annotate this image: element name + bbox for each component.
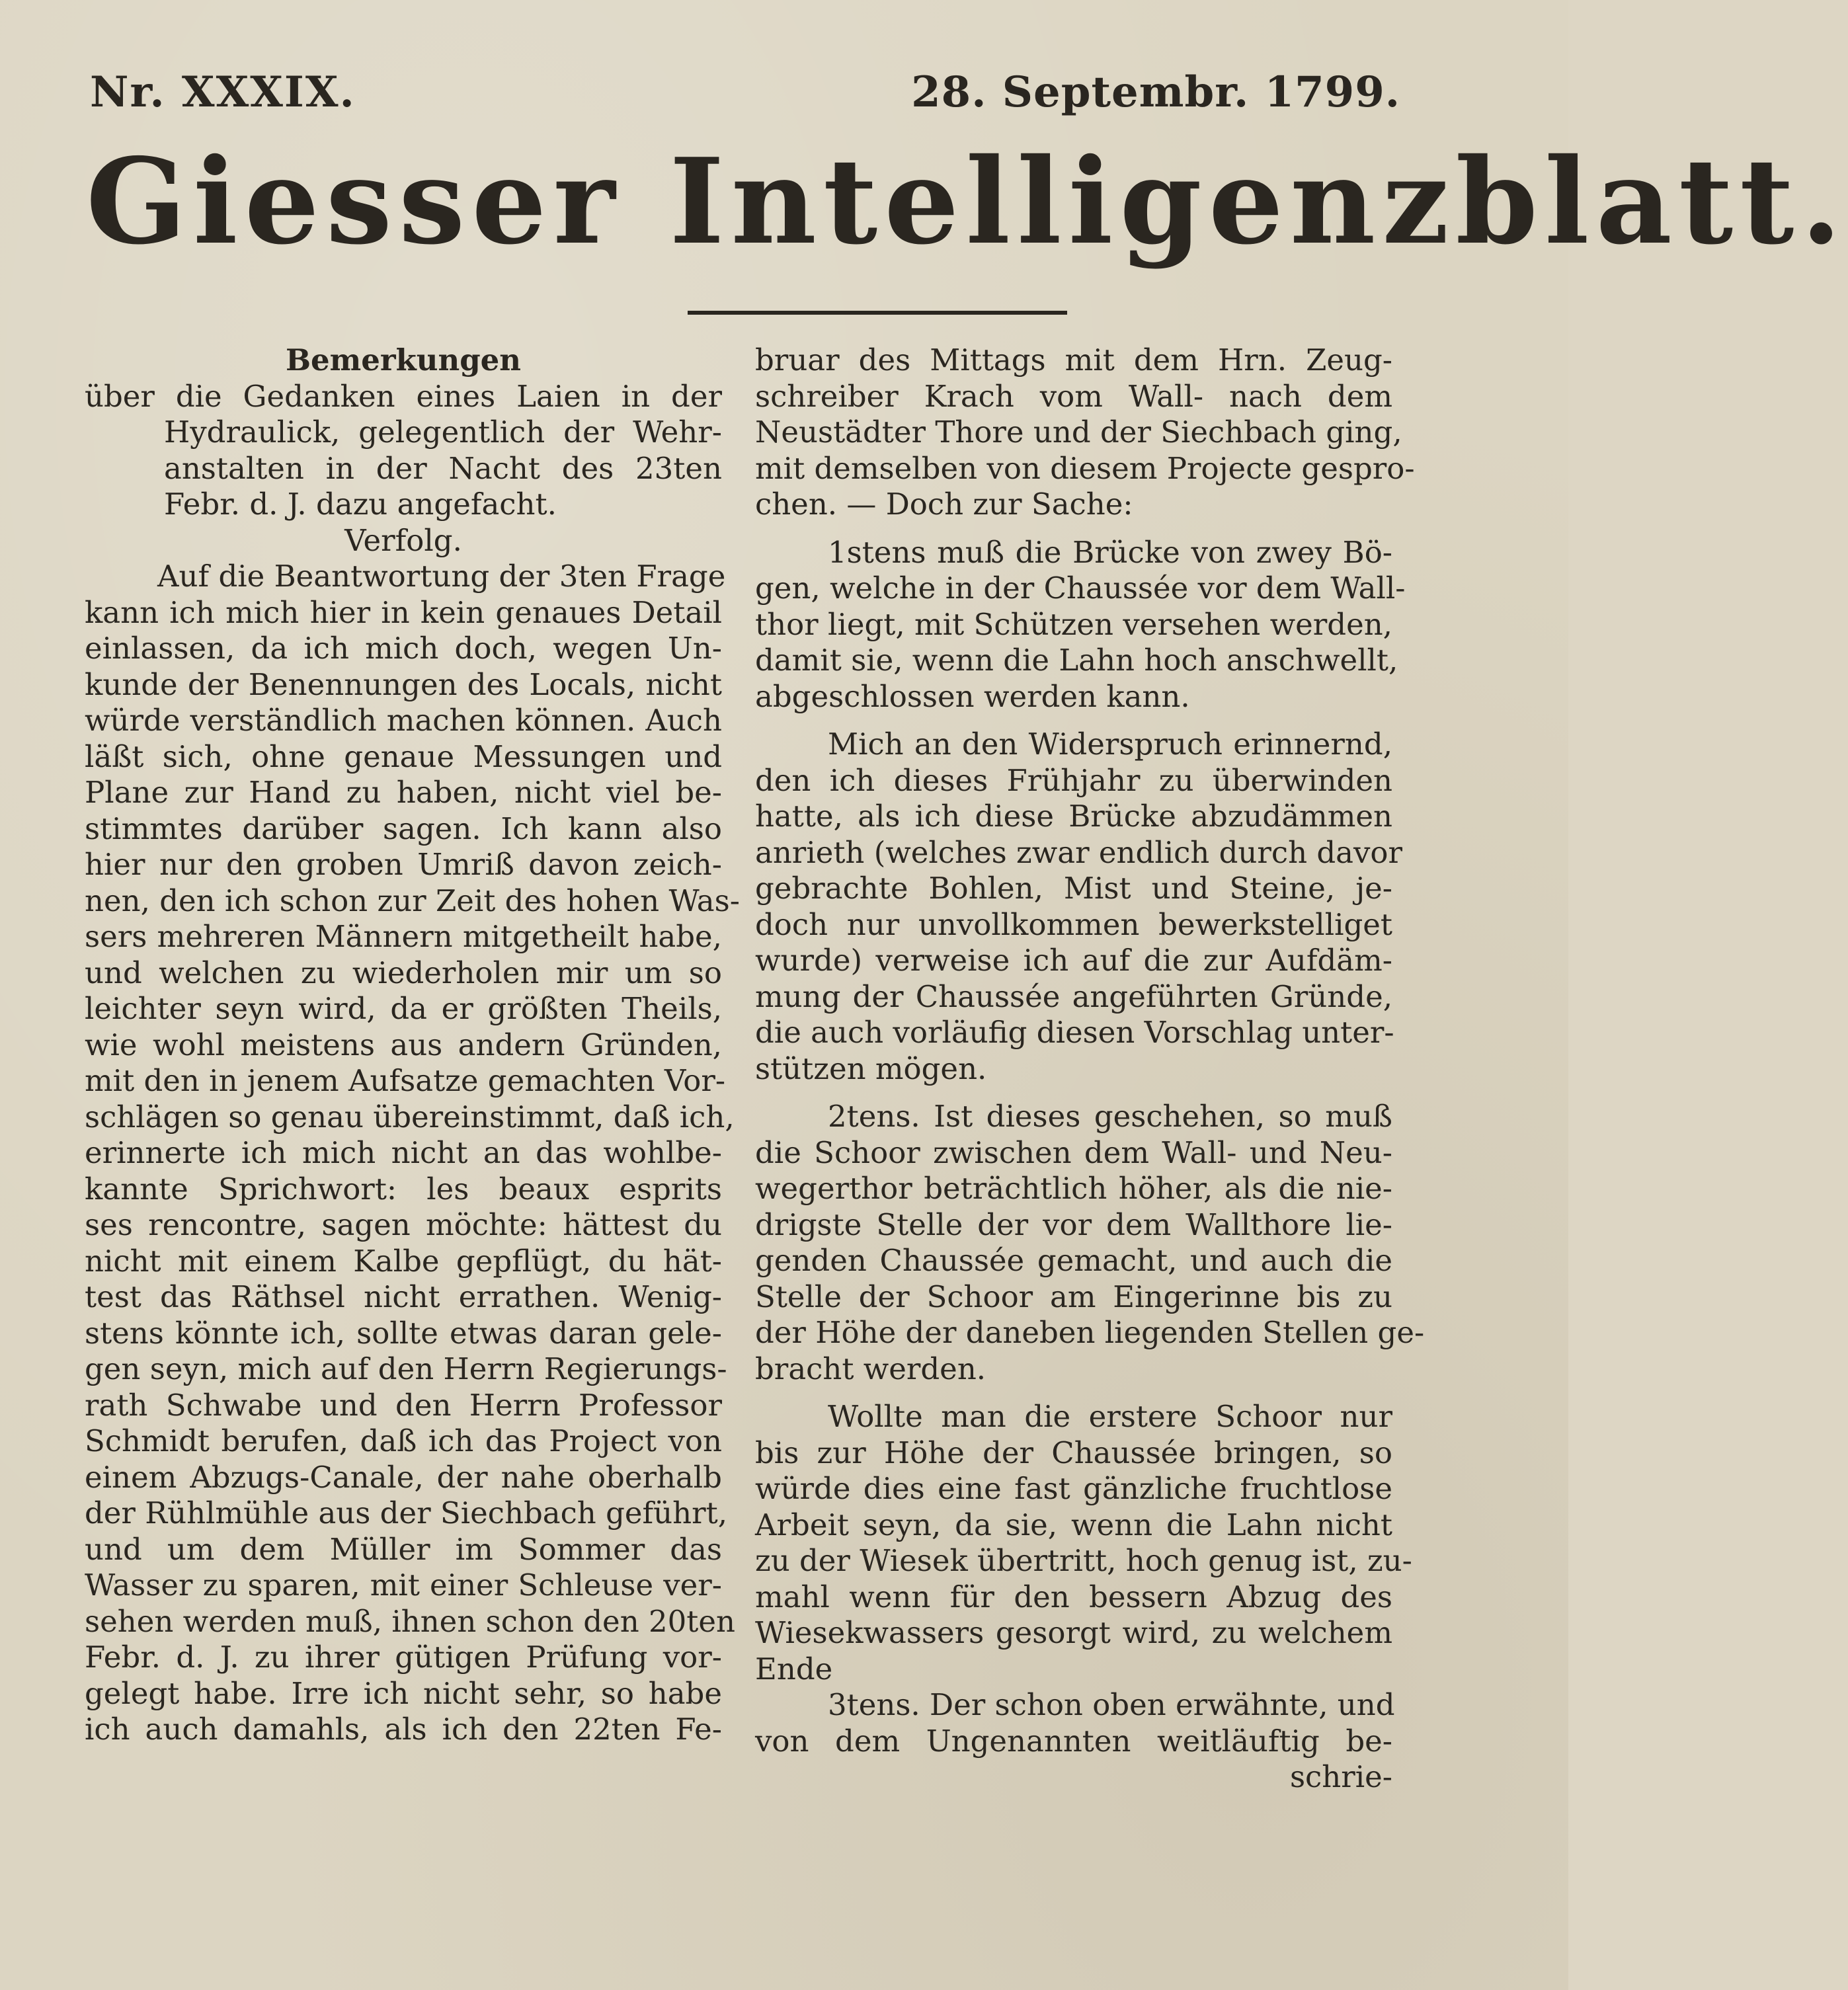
text-line: schlägen so genau übereinstimmt, daß ich, <box>85 1099 735 1134</box>
text-line: Plane zur Hand zu haben, nicht viel be- <box>85 775 722 810</box>
text-line: Auf die Beantwortung der 3ten Frage <box>157 559 726 594</box>
issue-date: 28. Septembr. 1799. <box>911 67 1400 117</box>
text-line: gen, welche in der Chaussée vor dem Wall- <box>755 571 1406 606</box>
text-line: von dem Ungenannten weitläuftig be- <box>755 1723 1392 1759</box>
text-line: Mich an den Widerspruch erinnernd, <box>828 727 1392 762</box>
text-line: wie wohl meistens aus andern Gründen, <box>85 1027 722 1062</box>
left-body-text <box>85 559 740 1748</box>
text-line: 2tens. Ist dieses geschehen, so muß <box>828 1099 1392 1134</box>
text-line: Wollte man die erstere Schoor nur <box>828 1399 1392 1434</box>
text-line: gebrachte Bohlen, Mist und Steine, je- <box>755 871 1392 906</box>
subtitle-line: Hydraulick, gelegentlich der Wehr- <box>164 415 722 450</box>
text-line: die auch vorläufig diesen Vorschlag unter- <box>755 1015 1394 1050</box>
text-line: würde dies eine fast gänzliche fruchtlose <box>755 1471 1392 1506</box>
catchword: schrie- <box>1289 1759 1392 1794</box>
masthead-rule <box>688 311 1067 315</box>
text-line: Ende <box>755 1651 833 1687</box>
text-line: mung der Chaussée angeführten Gründe, <box>755 978 1392 1014</box>
subtitle-line: Febr. d. J. dazu angefacht. <box>164 487 557 522</box>
paragraph-second-point <box>755 1099 1425 1387</box>
text-line: Wasser zu sparen, mit einer Schleuse ver- <box>85 1568 722 1603</box>
text-line: anrieth (welches zwar endlich durch davor <box>755 834 1403 870</box>
text-line: stimmtes darüber sagen. Ich kann also <box>85 811 722 846</box>
text-line: damit sie, wenn die Lahn hoch anschwellt, <box>755 643 1398 678</box>
text-line: bruar des Mittags mit dem Hrn. Zeug- <box>755 342 1392 378</box>
text-line: kann ich mich hier in kein genaues Detail <box>85 594 722 630</box>
continuation-heading: Verfolg. <box>344 522 462 558</box>
text-line: kunde der Benennungen des Locals, nicht <box>85 666 722 702</box>
text-line: 3tens. Der schon oben erwähnte, und <box>828 1687 1395 1722</box>
text-line: gelegt habe. Irre ich nicht sehr, so habe <box>85 1675 722 1711</box>
text-line: 1stens muß die Brücke von zwey Bö- <box>828 534 1392 570</box>
article-subtitle <box>85 379 722 523</box>
text-line: mit demselben von diesem Projecte gespro- <box>755 450 1415 486</box>
text-line: nen, den ich schon zur Zeit des hohen Was- <box>85 883 740 918</box>
text-line: chen. — Doch zur Sache: <box>755 487 1133 522</box>
right-column <box>755 342 1425 1796</box>
masthead-title: Giesser Intelligenzblatt. <box>86 132 1848 270</box>
text-line: Neustädter Thore und der Siechbach ging, <box>755 415 1402 450</box>
text-line: die Schoor zwischen dem Wall- und Neu- <box>755 1134 1392 1170</box>
text-line: der Rühlmühle aus der Siechbach geführt, <box>85 1495 728 1531</box>
text-line: leichter seyn wird, da er größten Theils, <box>85 991 722 1026</box>
text-line: Arbeit seyn, da sie, wenn die Lahn nicht <box>755 1507 1392 1542</box>
text-line: rath Schwabe und den Herrn Professor <box>85 1387 722 1423</box>
text-line: Febr. d. J. zu ihrer gütigen Prüfung vor- <box>85 1640 722 1675</box>
text-line: test das Räthsel nicht errathen. Wenig- <box>85 1279 722 1314</box>
text-line: stens könnte ich, sollte etwas daran gele- <box>85 1315 722 1351</box>
text-line: ses rencontre, sagen möchte: hättest du <box>85 1207 722 1242</box>
text-line: und um dem Müller im Sommer das <box>85 1531 722 1567</box>
text-line: kannte Sprichwort: les beaux esprits <box>85 1171 722 1207</box>
text-line: thor liegt, mit Schützen versehen werden, <box>755 606 1392 642</box>
text-line: einem Abzugs-Canale, der nahe oberhalb <box>85 1459 722 1495</box>
text-line: würde verständlich machen können. Auch <box>85 703 722 738</box>
text-line: gen seyn, mich auf den Herrn Regierungs- <box>85 1351 727 1386</box>
right-intro-text <box>755 342 1415 523</box>
text-line: bis zur Höhe der Chaussée bringen, so <box>755 1435 1392 1470</box>
paragraph-third-point <box>755 1687 1395 1759</box>
text-line: wegerthor beträchtlich höher, als die nie- <box>755 1171 1392 1206</box>
text-line: hatte, als ich diese Brücke abzudämmen <box>755 799 1392 834</box>
text-line: hier nur den groben Umriß davon zeich- <box>85 847 722 882</box>
text-line: schreiber Krach vom Wall- nach dem <box>755 378 1392 414</box>
text-line: läßt sich, ohne genaue Messungen und <box>85 738 722 774</box>
text-line: einlassen, da ich mich doch, wegen Un- <box>85 631 722 666</box>
text-line: erinnerte ich mich nicht an das wohlbe- <box>85 1135 722 1170</box>
text-line: genden Chaussée gemacht, und auch die <box>755 1243 1392 1278</box>
paragraph-objection <box>755 727 1403 1087</box>
article-title: Bemerkungen <box>285 342 522 378</box>
subtitle-line: über die Gedanken eines Laien in der <box>85 378 722 414</box>
text-line: Stelle der Schoor am Eingerinne bis zu <box>755 1279 1392 1314</box>
paragraph-schoor <box>755 1399 1412 1687</box>
issue-number: Nr. XXXIX. <box>90 67 356 117</box>
text-line: stützen mögen. <box>755 1051 987 1086</box>
text-line: mahl wenn für den bessern Abzug des <box>755 1579 1392 1614</box>
text-line: den ich dieses Frühjahr zu überwinden <box>755 762 1392 798</box>
text-line: Schmidt berufen, daß ich das Project von <box>85 1423 722 1458</box>
text-line: abgeschlossen werden kann. <box>755 678 1190 714</box>
subtitle-line: anstalten in der Nacht des 23ten <box>164 450 722 486</box>
paragraph-first-point <box>755 534 1406 715</box>
text-line: sehen werden muß, ihnen schon den 20ten <box>85 1603 735 1639</box>
text-line: bracht werden. <box>755 1351 986 1386</box>
text-line: Wiesekwassers gesorgt wird, zu welchem <box>755 1615 1392 1650</box>
text-line: der Höhe der daneben liegenden Stellen ge- <box>755 1315 1425 1350</box>
text-line: doch nur unvollkommen bewerkstelliget <box>755 906 1392 942</box>
text-line: drigste Stelle der vor dem Wallthore lie- <box>755 1207 1392 1242</box>
text-line: zu der Wiesek übertritt, hoch genug ist, zu- <box>755 1543 1412 1578</box>
text-line: nicht mit einem Kalbe gepflügt, du hät- <box>85 1243 722 1279</box>
text-line: sers mehreren Männern mitgetheilt habe, <box>85 919 722 954</box>
text-line: ich auch damahls, als ich den 22ten Fe- <box>85 1712 722 1747</box>
left-column <box>85 342 740 1748</box>
text-line: und welchen zu wiederholen mir um so <box>85 955 722 990</box>
text-line: wurde) verweise ich auf die zur Aufdäm- <box>755 943 1392 978</box>
text-line: mit den in jenem Aufsatze gemachten Vor- <box>85 1063 726 1098</box>
